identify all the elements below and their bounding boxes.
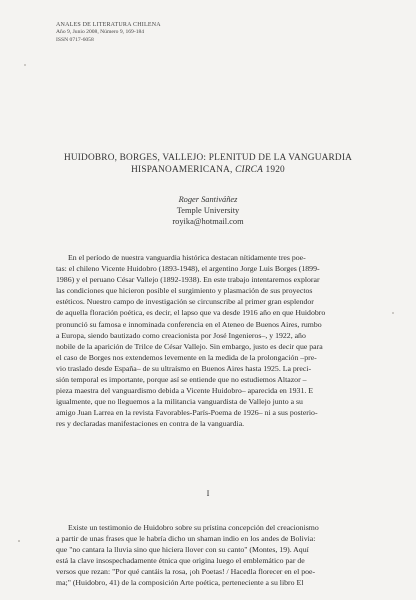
scan-speck xyxy=(24,64,26,66)
scan-speck xyxy=(392,312,394,314)
text-line: ma;" (Huidobro, 41) de la composición Arte poética, perteneciente a su libro El xyxy=(56,578,304,588)
title-circa: CIRCA xyxy=(235,165,263,175)
article-title xyxy=(20,152,396,176)
scan-speck xyxy=(18,540,20,542)
text-line: que "no cantara la lluvia sino que hiciera llover con su canto" (Montes, 19). Aquí xyxy=(56,545,309,555)
text-line: Existe un testimonio de Huidobro sobre su prístina concepción del creacionismo xyxy=(68,523,319,532)
author-affiliation: Temple University xyxy=(176,206,240,215)
text-line: estéticos. Nuestro campo de investigación se circunscribe al primer gran esplendor xyxy=(56,297,314,307)
paragraph-2 xyxy=(56,522,374,589)
author-name: Roger Santiváñez xyxy=(178,195,238,204)
title-line-2 xyxy=(20,164,396,176)
text-line: pieza maestra del vanguardismo debida a Vicente Huidobro– aparecida en 1931. E xyxy=(56,386,314,396)
section-number: I xyxy=(206,489,210,498)
text-line: las condiciones que hicieron posible el surgimiento y plasmación de sus proyectos xyxy=(56,286,313,296)
title-line-1: HUIDOBRO, BORGES, VALLEJO: PLENITUD DE LA VANGUARDIA xyxy=(63,153,353,163)
author-block xyxy=(0,194,416,227)
journal-header xyxy=(56,22,256,44)
text-line: sión temporal es importante, porque así se entiende que no estudiemos Altazor – xyxy=(56,375,307,385)
text-line: de aquella floración poética, es decir, el lapso que va desde 1916 año en que Huidobro xyxy=(56,308,326,318)
text-line: pronunció su famosa e innominada conferencia en el Ateneo de Buenos Aires, rumbo xyxy=(56,319,322,329)
title-line-2-prefix: HISPANOAMERICANA, xyxy=(131,165,236,175)
text-line: En el período de nuestra vanguardia histórica destacan nítidamente tres poe- xyxy=(68,253,306,262)
paragraph-1 xyxy=(56,252,374,430)
text-line: amigo Juan Larrea en la revista Favorables-París-Poema de 1926– ni a sus posterio- xyxy=(56,408,318,418)
title-line-2-suffix: 1920 xyxy=(262,165,285,175)
author-email: royika@hotmail.com xyxy=(172,217,244,226)
text-line: 1986) y el peruano César Vallejo (1892-1938). En este trabajo intentaremos explorar xyxy=(56,275,320,285)
issue-info: Año 9, Junio 2008, Número 9, 169-184 xyxy=(56,29,145,36)
text-line: nobile de la aparición de Trilce de César Vallejo. Sin embargo, justo es decir que para xyxy=(56,341,323,351)
text-line: está la clave insospechadamente étnica que origina luego el emblemático par de xyxy=(56,556,305,566)
text-line: tas: el chileno Vicente Huidobro (1893-1948), el argentino Jorge Luis Borges (1899- xyxy=(56,264,320,274)
text-line: igualmente, que no lleguemos a la militancia vanguardista de Vallejo junto a su xyxy=(56,397,303,407)
text-line: res y declaradas manifestaciones en contra de la vanguardia. xyxy=(56,419,245,429)
text-line: a Europa, siendo bautizado como creacionista por José Ingenieros–, y 1922, año xyxy=(56,330,306,340)
journal-name: ANALES DE LITERATURA CHILENA xyxy=(56,22,161,28)
text-line: versos que rezan: "Por qué cantáis la rosa, ¡oh Poetas! / Hacedla florecer en el poe- xyxy=(56,567,316,577)
text-line: el caso de Borges nos extendemos levemente en la medida de la prolongación –pre- xyxy=(56,352,317,362)
text-line: a partir de unas frases que le habría dicho un shaman indio en los andes de Bolivia: xyxy=(56,534,316,544)
text-line: vio traslado desde España– de su ultraísmo en Buenos Aires hasta 1925. La preci- xyxy=(56,363,312,373)
issn: ISSN 0717-6058 xyxy=(56,36,94,43)
